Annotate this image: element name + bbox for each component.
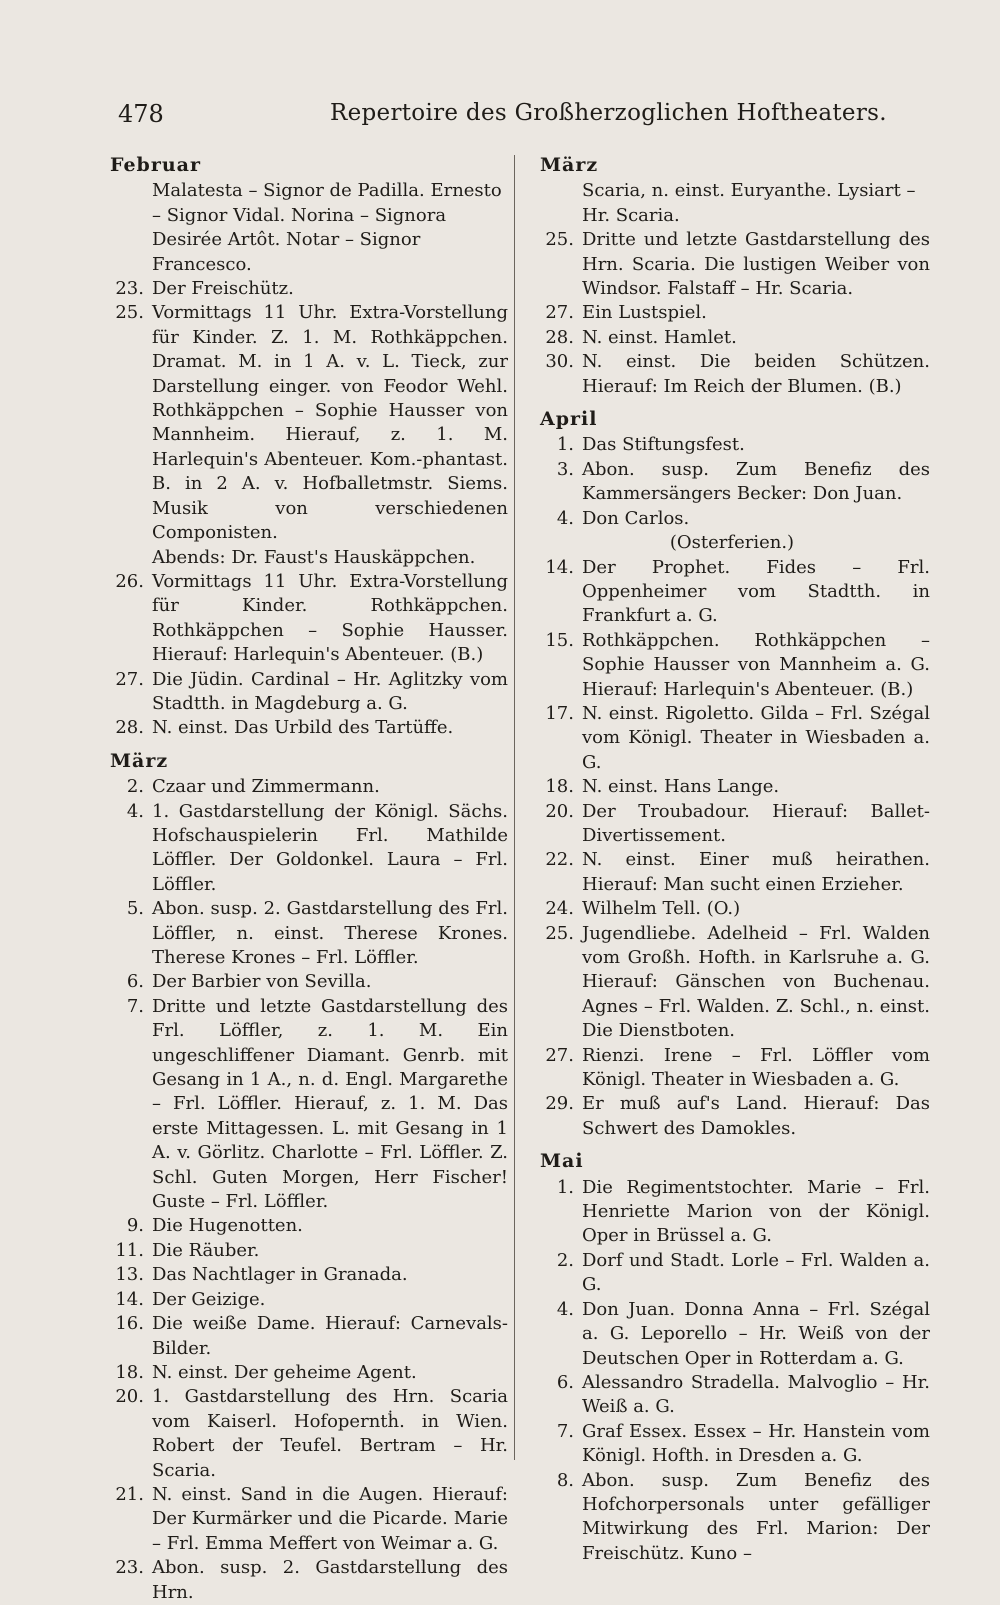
repertoire-entry xyxy=(104,995,508,1215)
entry-text: Er muß auf's Land. Hierauf: Das Schwert des Damokles. xyxy=(582,1093,930,1139)
entry-date: 5. xyxy=(126,898,144,920)
repertoire-entry xyxy=(534,629,930,702)
repertoire-entry xyxy=(104,1288,508,1312)
repertoire-entry xyxy=(534,1420,930,1469)
left-column xyxy=(104,153,508,1605)
entry-date: 23. xyxy=(115,278,144,300)
entry-date: 23. xyxy=(115,1557,144,1579)
repertoire-entry xyxy=(104,1263,508,1287)
entry-date: 7. xyxy=(126,995,144,1017)
entry-date: 21. xyxy=(115,1483,144,1505)
entry-date: 28. xyxy=(545,326,574,348)
entry-text: N. einst. Der geheime Agent. xyxy=(152,1361,417,1383)
entry-text: N. einst. Hans Lange. xyxy=(582,776,780,798)
entry-text: Abon. susp. Zum Benefiz des Kammersängers Becker: Don Juan. xyxy=(582,458,930,505)
entry-text: Vormittags 11 Uhr. Extra-Vorstellung für Kinder. Z. 1. M. Rothkäppchen. Dramat. M. in 1 A. v. L. Tieck, zur Darstellung einger. von Feodor Wehl. Rothkäppchen – Sophie Hausser von Mannheim. Hierauf, z. 1. M. Harlequin's Abenteuer. Kom.-phantast. B. in 2 A. v. Hofballetmstr. Siems. Musik von verschiedenen Componisten. xyxy=(152,302,508,544)
entry-text: Rothkäppchen. Rothkäppchen – Sophie Hausser von Mannheim a. G. Hierauf: Harlequin's Abenteuer. (B.) xyxy=(582,629,930,700)
repertoire-entry xyxy=(104,668,508,717)
repertoire-entry xyxy=(534,1249,930,1298)
entry-text: Abon. susp. Zum Benefiz des Hofchorpersonals unter gefälliger Mitwirkung des Frl. Marion: Der Freischütz. Kuno – xyxy=(582,1469,930,1564)
month-heading: März xyxy=(540,154,599,176)
right-column xyxy=(534,153,930,1566)
repertoire-entry xyxy=(534,1092,930,1141)
entry-date: 7. xyxy=(556,1420,574,1442)
entry-date: 27. xyxy=(545,302,574,324)
entry-date: 30. xyxy=(545,351,574,373)
entry-date: 17. xyxy=(545,702,574,724)
entry-text: Der Barbier von Sevilla. xyxy=(152,971,372,993)
repertoire-entry xyxy=(104,1312,508,1361)
entry-date: 18. xyxy=(545,776,574,798)
entry-continuation: Scaria, n. einst. Euryanthe. Lysiart – Hr. Scaria. xyxy=(582,180,916,226)
entry-text: N. einst. Das Urbild des Tartüffe. xyxy=(152,717,454,739)
entry-date: 29. xyxy=(545,1093,574,1115)
repertoire-entry xyxy=(104,716,508,740)
column-divider xyxy=(514,155,515,1460)
entry-date: 20. xyxy=(545,800,574,822)
entry-text: Abon. susp. 2. Gastdarstellung des Frl. Löffler, n. einst. Therese Krones. Therese Krones – Frl. Löffler. xyxy=(152,898,508,968)
entry-date: 15. xyxy=(545,629,574,651)
running-title: Repertoire des Großherzoglichen Hoftheaters. xyxy=(330,100,887,126)
entry-date: 24. xyxy=(545,898,574,920)
entry-date: 22. xyxy=(545,849,574,871)
repertoire-entry xyxy=(534,800,930,849)
entry-text: Das Nachtlager in Granada. xyxy=(152,1264,408,1286)
entry-text: 1. Gastdarstellung der Königl. Sächs. Hofschauspielerin Frl. Mathilde Löffler. Der Goldonkel. Laura – Frl. Löffler. xyxy=(152,800,508,895)
repertoire-entry xyxy=(534,848,930,897)
repertoire-entry xyxy=(534,702,930,775)
month-heading: Februar xyxy=(110,154,201,176)
repertoire-entry xyxy=(104,1361,508,1385)
month-heading: März xyxy=(110,749,169,772)
entry-date: 6. xyxy=(126,971,144,993)
entry-text: N. einst. Die beiden Schützen. Hierauf: Im Reich der Blumen. (B.) xyxy=(582,351,930,397)
entry-date: 1. xyxy=(556,1176,574,1198)
repertoire-entry xyxy=(534,897,930,921)
repertoire-entry xyxy=(534,1469,930,1567)
repertoire-entry xyxy=(534,326,930,350)
entry-date: 27. xyxy=(545,1044,574,1066)
entry-text: Ein Lustspiel. xyxy=(582,302,707,324)
entry-text: Die Regimentstochter. Marie – Frl. Henriette Marion von der Königl. Oper in Brüssel a. G. xyxy=(582,1176,930,1247)
entry-date: 6. xyxy=(556,1371,574,1393)
repertoire-entry xyxy=(104,301,508,545)
entry-text: Alessandro Stradella. Malvoglio – Hr. Weiß a. G. xyxy=(582,1371,930,1418)
entry-date: 20. xyxy=(115,1386,144,1408)
repertoire-entry xyxy=(104,1239,508,1263)
entry-text: Wilhelm Tell. (O.) xyxy=(582,898,741,920)
entry-date: 2. xyxy=(556,1249,574,1271)
entry-date: 4. xyxy=(556,1298,574,1320)
entry-text: Don Carlos. xyxy=(582,507,690,529)
entry-date: 4. xyxy=(126,800,144,822)
repertoire-entry xyxy=(104,970,508,994)
repertoire-entry xyxy=(104,1556,508,1605)
entry-date: 2. xyxy=(126,776,144,798)
entry-date: 25. xyxy=(545,229,574,251)
repertoire-entry xyxy=(534,922,930,1044)
entry-text: Das Stiftungsfest. xyxy=(582,434,745,456)
repertoire-entry xyxy=(104,897,508,970)
entry-date: 16. xyxy=(115,1313,144,1335)
repertoire-entry xyxy=(534,775,930,799)
repertoire-entry xyxy=(534,458,930,507)
entry-text: Jugendliebe. Adelheid – Frl. Walden vom Großh. Hofth. in Karlsruhe a. G. Hierauf: Gänschen von Buchenau. Agnes – Frl. Walden. Z. Schl., n. einst. Die Dienstboten. xyxy=(582,922,930,1042)
repertoire-entry xyxy=(534,1298,930,1371)
section-note: (Osterferien.) xyxy=(669,532,795,554)
repertoire-entry xyxy=(534,556,930,629)
entry-text: Dritte und letzte Gastdarstellung des Hrn. Scaria. Die lustigen Weiber von Windsor. Falstaff – Hr. Scaria. xyxy=(582,229,930,300)
entry-date: 4. xyxy=(556,507,574,529)
entry-continuation: Malatesta – Signor de Padilla. Ernesto – Signor Vidal. Norina – Signora Desirée Artôt. Notar – Signor Francesco. xyxy=(152,180,502,275)
repertoire-entry xyxy=(534,350,930,399)
repertoire-entry xyxy=(104,775,508,799)
repertoire-entry xyxy=(534,228,930,301)
entry-date: 26. xyxy=(115,570,144,592)
repertoire-entry xyxy=(104,277,508,301)
entry-text: Die Räuber. xyxy=(152,1239,260,1261)
entry-text: N. einst. Rigoletto. Gilda – Frl. Szégal vom Königl. Theater in Wiesbaden a. G. xyxy=(582,702,930,773)
month-heading: April xyxy=(540,408,598,431)
repertoire-entry xyxy=(104,1214,508,1238)
entry-date: 25. xyxy=(545,922,574,944)
entry-date: 28. xyxy=(115,717,144,739)
entry-text: N. einst. Hamlet. xyxy=(582,326,737,348)
entry-date: 18. xyxy=(115,1361,144,1383)
entry-text: Der Freischütz. xyxy=(152,278,294,300)
entry-text: Rienzi. Irene – Frl. Löffler vom Königl. Theater in Wiesbaden a. G. xyxy=(582,1044,930,1091)
repertoire-entry xyxy=(104,570,508,668)
entry-text: N. einst. Sand in die Augen. Hierauf: Der Kurmärker und die Picarde. Marie – Frl. Emma Meffert von Weimar a. G. xyxy=(152,1483,508,1554)
page-header xyxy=(118,100,923,136)
entry-date: 8. xyxy=(556,1469,574,1491)
entry-text: Dritte und letzte Gastdarstellung des Frl. Löffler, z. 1. M. Ein ungeschliffener Diamant. Genrb. mit Gesang in 1 A., n. d. Engl. Margarethe – Frl. Löffler. Hierauf, z. 1. M. Das erste Mittagessen. L. mit Gesang in 1 A. v. Görlitz. Charlotte – Frl. Löffler. Z. Schl. Guten Morgen, Herr Fischer! Guste – Frl. Löffler. xyxy=(152,995,508,1213)
repertoire-entry xyxy=(534,433,930,457)
entry-text: Die Hugenotten. xyxy=(152,1215,303,1237)
repertoire-entry xyxy=(534,1371,930,1420)
entry-text: Abon. susp. 2. Gastdarstellung des Hrn. xyxy=(152,1557,508,1603)
repertoire-entry xyxy=(534,1044,930,1093)
entry-text: Die weiße Dame. Hierauf: Carnevals-Bilder. xyxy=(152,1313,508,1359)
repertoire-entry xyxy=(534,301,930,325)
entry-text: Vormittags 11 Uhr. Extra-Vorstellung für Kinder. Rothkäppchen. Rothkäppchen – Sophie Hausser. Hierauf: Harlequin's Abenteuer. (B.) xyxy=(152,570,508,666)
entry-text: Czaar und Zimmermann. xyxy=(152,776,380,798)
entry-date: 25. xyxy=(115,302,144,324)
entry-text: Don Juan. Donna Anna – Frl. Szégal a. G. Leporello – Hr. Weiß von der Deutschen Oper in Rotterdam a. G. xyxy=(582,1298,930,1369)
entry-date: 27. xyxy=(115,668,144,690)
entry-continuation: Abends: Dr. Faust's Hauskäppchen. xyxy=(152,546,476,568)
entry-text: 1. Gastdarstellung des Hrn. Scaria vom Kaiserl. Hofoperntḣ. in Wien. Robert der Teufel. Bertram – Hr. Scaria. xyxy=(152,1386,508,1481)
entry-text: N. einst. Einer muß heirathen. Hierauf: Man sucht einen Erzieher. xyxy=(582,849,930,895)
entry-text: Der Geizige. xyxy=(152,1288,266,1310)
repertoire-entry xyxy=(534,1176,930,1249)
repertoire-entry xyxy=(534,507,930,531)
entry-date: 11. xyxy=(115,1239,144,1261)
repertoire-entry xyxy=(104,1385,508,1483)
entry-text: Der Troubadour. Hierauf: Ballet-Divertissement. xyxy=(582,800,930,846)
entry-date: 14. xyxy=(115,1288,144,1310)
entry-date: 3. xyxy=(556,458,574,480)
page-number: 478 xyxy=(118,100,164,128)
entry-date: 9. xyxy=(126,1215,144,1237)
repertoire-entry xyxy=(104,1483,508,1556)
month-heading: Mai xyxy=(540,1150,584,1173)
entry-text: Der Prophet. Fides – Frl. Oppenheimer vom Stadtth. in Frankfurt a. G. xyxy=(582,556,930,627)
entry-text: Die Jüdin. Cardinal – Hr. Aglitzky vom Stadtth. in Magdeburg a. G. xyxy=(152,668,508,714)
entry-date: 14. xyxy=(545,556,574,578)
entry-text: Dorf und Stadt. Lorle – Frl. Walden a. G. xyxy=(582,1249,930,1296)
entry-date: 13. xyxy=(115,1264,144,1286)
entry-date: 1. xyxy=(556,434,574,456)
repertoire-entry xyxy=(104,800,508,898)
entry-text: Graf Essex. Essex – Hr. Hanstein vom Königl. Hofth. in Dresden a. G. xyxy=(582,1420,930,1467)
